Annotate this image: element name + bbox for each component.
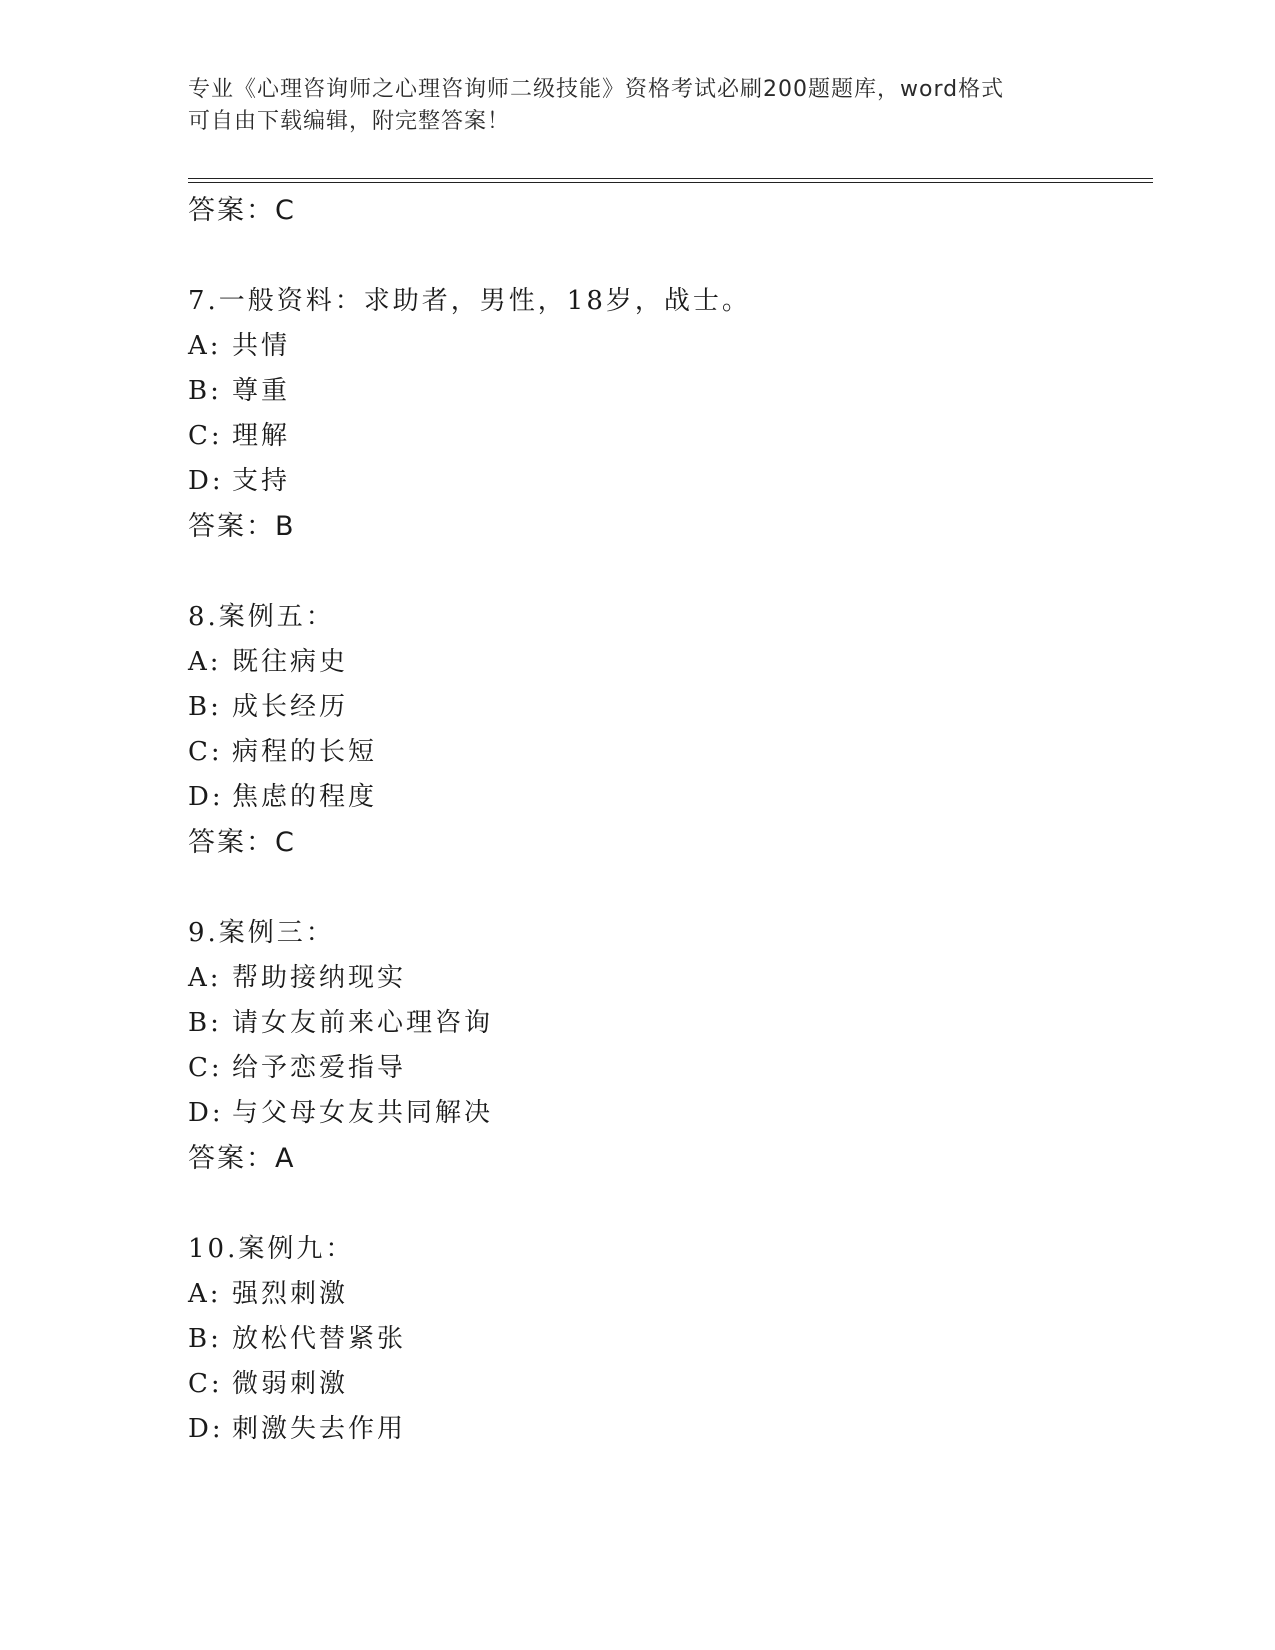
- answer-line: 答案：C: [188, 195, 296, 226]
- option-a: [188, 1272, 1148, 1317]
- option-b: [188, 1001, 1148, 1046]
- option-text: 成长经历: [232, 692, 349, 722]
- header-line-2: 可自由下载编辑，附完整答案！: [188, 109, 511, 134]
- option-letter: A:: [188, 331, 222, 361]
- question-stem: 8.案例五：: [188, 602, 335, 632]
- header-divider-bottom: [188, 182, 1153, 183]
- option-c: [188, 1362, 1148, 1407]
- header-line-1: 专业《心理咨询师之心理咨询师二级技能》资格考试必刷200题题库，word格式: [188, 77, 1005, 102]
- option-letter: C:: [188, 1053, 223, 1083]
- question-block: [188, 1227, 1148, 1452]
- question-block: [188, 911, 1148, 1181]
- question-stem: 9.案例三：: [188, 918, 335, 948]
- question-list: [188, 188, 1148, 1452]
- option-letter: B:: [188, 1324, 222, 1354]
- option-letter: D:: [188, 466, 224, 496]
- spacer: [188, 1181, 1148, 1227]
- option-text: 焦虑的程度: [232, 782, 378, 812]
- option-text: 请女友前来心理咨询: [232, 1008, 494, 1038]
- option-letter: B:: [188, 376, 222, 406]
- option-text: 病程的长短: [232, 737, 378, 767]
- option-d: [188, 1407, 1148, 1452]
- question-block: [188, 279, 1148, 549]
- option-text: 放松代替紧张: [232, 1324, 407, 1354]
- option-text: 与父母女友共同解决: [232, 1098, 494, 1128]
- option-letter: A:: [188, 963, 222, 993]
- option-b: [188, 685, 1148, 730]
- option-letter: D:: [188, 782, 224, 812]
- spacer: [188, 865, 1148, 911]
- question-stem: 10.案例九：: [188, 1234, 355, 1264]
- option-b: [188, 369, 1148, 414]
- question-stem: 7.一般资料：求助者，男性，18岁，战士。: [188, 286, 751, 316]
- option-letter: C:: [188, 1369, 223, 1399]
- option-c: [188, 414, 1148, 459]
- question-block: [188, 595, 1148, 865]
- option-d: [188, 775, 1148, 820]
- option-text: 理解: [232, 421, 291, 451]
- option-letter: B:: [188, 1008, 222, 1038]
- option-letter: C:: [188, 737, 223, 767]
- option-b: [188, 1317, 1148, 1362]
- option-letter: A:: [188, 647, 222, 677]
- option-text: 既往病史: [232, 647, 349, 677]
- header-divider-top: [188, 178, 1153, 179]
- option-letter: A:: [188, 1279, 222, 1309]
- option-letter: B:: [188, 692, 222, 722]
- option-d: [188, 459, 1148, 504]
- spacer: [188, 233, 1148, 279]
- spacer: [188, 549, 1148, 595]
- option-d: [188, 1091, 1148, 1136]
- option-text: 给予恋爱指导: [232, 1053, 407, 1083]
- option-letter: C:: [188, 421, 223, 451]
- option-a: [188, 956, 1148, 1001]
- option-a: [188, 324, 1148, 369]
- option-text: 帮助接纳现实: [232, 963, 407, 993]
- option-letter: D:: [188, 1098, 224, 1128]
- option-text: 支持: [232, 466, 291, 496]
- answer-line: 答案：B: [188, 511, 296, 542]
- option-c: [188, 730, 1148, 775]
- option-text: 微弱刺激: [232, 1369, 349, 1399]
- answer-line: 答案：A: [188, 1143, 296, 1174]
- option-text: 强烈刺激: [232, 1279, 349, 1309]
- option-text: 共情: [232, 331, 291, 361]
- option-text: 尊重: [232, 376, 291, 406]
- document-header: [188, 74, 1068, 138]
- option-text: 刺激失去作用: [232, 1414, 407, 1444]
- option-letter: D:: [188, 1414, 224, 1444]
- option-a: [188, 640, 1148, 685]
- option-c: [188, 1046, 1148, 1091]
- answer-line: 答案：C: [188, 827, 296, 858]
